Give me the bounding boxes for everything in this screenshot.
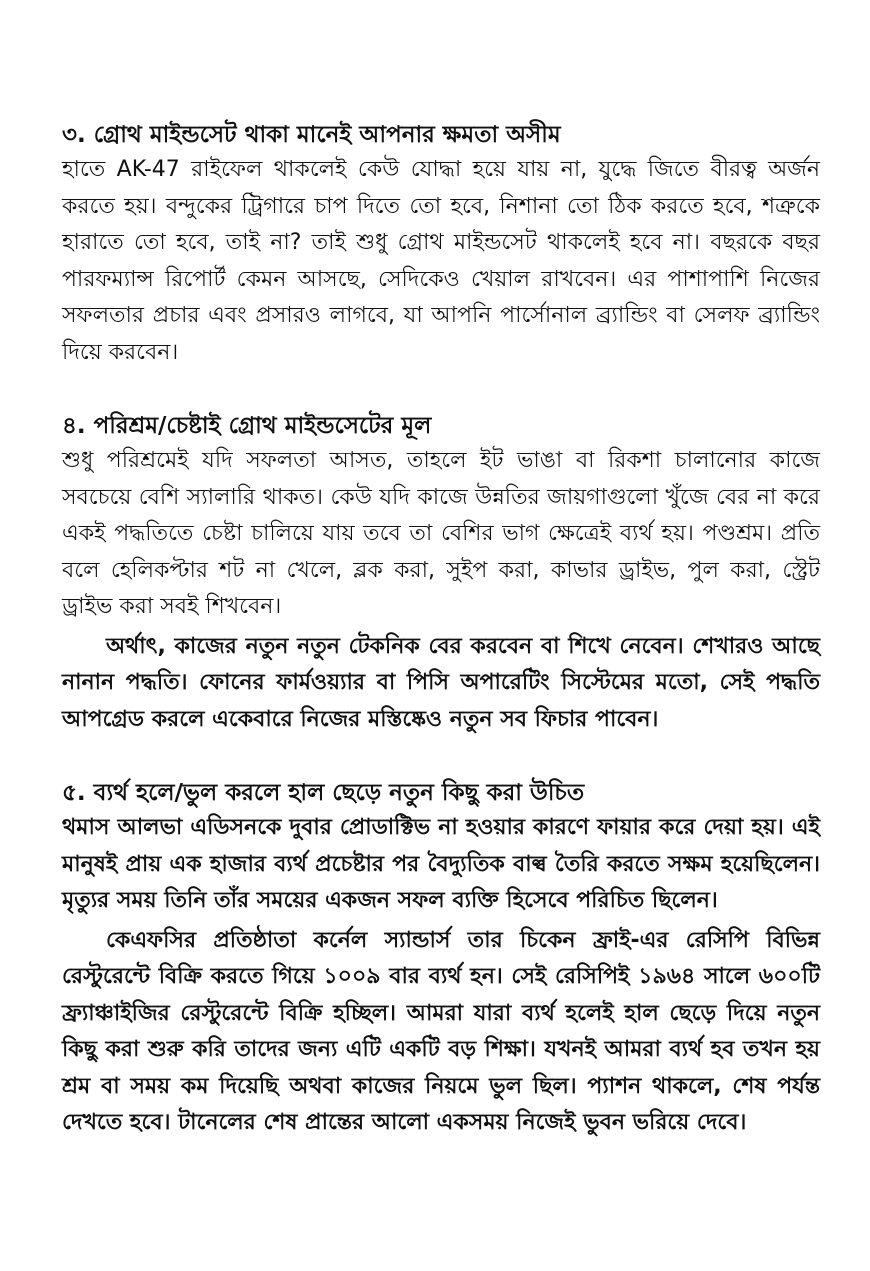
section-heading: ৩. গ্রোথ মাইন্ডসেট থাকা মানেই আপনার ক্ষমতা অসীম <box>62 122 561 148</box>
section-paragraph: থমাস আলভা এডিসনকে দুবার প্রোডাক্টিভ না হওয়ার কারণে ফায়ার করে দেয়া হয়। এই মানুষই প্রায় এক হাজার ব্যর্থ প্রচেষ্টার পর বৈদ্যুতিক বাল্ব তৈরি করতে সক্ষম হয়েছিলেন। মৃত্যুর সময় তিনি তাঁর সময়ের একজন সফল ব্যক্তি হিসেবে পরিচিত ছিলেন। <box>62 815 820 913</box>
section-3 <box>62 118 820 371</box>
section-paragraph: শুধু পরিশ্রমেই যদি সফলতা আসত, তাহলে ইট ভাঙা বা রিকশা চালানোর কাজে সবচেয়ে বেশি স্যালারি থাকত। কেউ যদি কাজে উন্নতির জায়গাগুলো খুঁজে বের না করে একই পদ্ধতিতে চেষ্টা চালিয়ে যায় তবে তা বেশির ভাগ ক্ষেত্রেই ব্যর্থ হয়। পণ্ডশ্রম। প্রতি বলে হেলিকপ্টার শট না খেলে, ব্লক করা, সুইপ করা, কাভার ড্রাইভ, পুল করা, স্ট্রেট ড্রাইভ করা সবই শিখবেন। <box>62 448 820 619</box>
section-paragraph: হাতে AK-47 রাইফেল থাকলেই কেউ যোদ্ধা হয়ে যায় না, যুদ্ধে জিতে বীরত্ব অর্জন করতে হয়। বন্দুকের ট্রিগারে চাপ দিতে তো হবে, নিশানা তো ঠিক করতে হবে, শত্রুকে হারাতে তো হবে, তাই না? তাই শুধু গ্রোথ মাইন্ডসেট থাকলেই হবে না। বছরকে বছর পারফম্যান্স রিপোর্ট কেমন আসছে, সেদিকেও খেয়াল রাখবেন। এর পাশাপাশি নিজের সফলতার প্রচার এবং প্রসারও লাগবে, যা আপনি পার্সোনাল ব্র্যান্ডিং বা সেলফ ব্র্যান্ডিং দিয়ে করবেন। <box>62 157 820 365</box>
section-heading: ৫. ব্যর্থ হলে/ভুল করলে হাল ছেড়ে নতুন কিছু করা উচিত <box>62 780 585 806</box>
section-paragraph: কেএফসির প্রতিষ্ঠাতা কর্নেল স্যান্ডার্স তার চিকেন ফ্রাই-এর রেসিপি বিভিন্ন রেস্টুরেন্টে বিক্রি করতে গিয়ে ১০০৯ বার ব্যর্থ হন। সেই রেসিপিই ১৯৬৪ সালে ৬০০টি ফ্র্যাঞ্চাইজির রেস্টুরেন্টে বিক্রি হচ্ছিল। আমরা যারা ব্যর্থ হলেই হাল ছেড়ে দিয়ে নতুন কিছু করা শুরু করি তাদের জন্য এটি একটি বড় শিক্ষা। যখনই আমরা ব্যর্থ হব তখন হয় শ্রম বা সময় কম দিয়েছি অথবা কাজের নিয়মে ভুল ছিল। প্যাশন থাকলে, শেষ পর্যন্ত দেখতে হবে। টানেলের শেষ প্রান্তের আলো একসময় নিজেই ভুবন ভরিয়ে দেবে। <box>62 927 820 1135</box>
section-5 <box>62 776 820 1142</box>
section-paragraph: অর্থাৎ, কাজের নতুন নতুন টেকনিক বের করবেন বা শিখে নেবেন। শেখারও আছে নানান পদ্ধতি। ফোনের ফার্মওয়্যার বা পিসি অপারেটিং সিস্টেমের মতো, সেই পদ্ধতি আপগ্রেড করলে একেবারে নিজের মস্তিষ্কেও নতুন সব ফিচার পাবেন। <box>62 633 820 732</box>
book-page <box>62 118 820 1180</box>
section-heading: ৪. পরিশ্রম/চেষ্টাই গ্রোথ মাইন্ডসেটের মূল <box>62 413 432 439</box>
section-4 <box>62 409 820 738</box>
